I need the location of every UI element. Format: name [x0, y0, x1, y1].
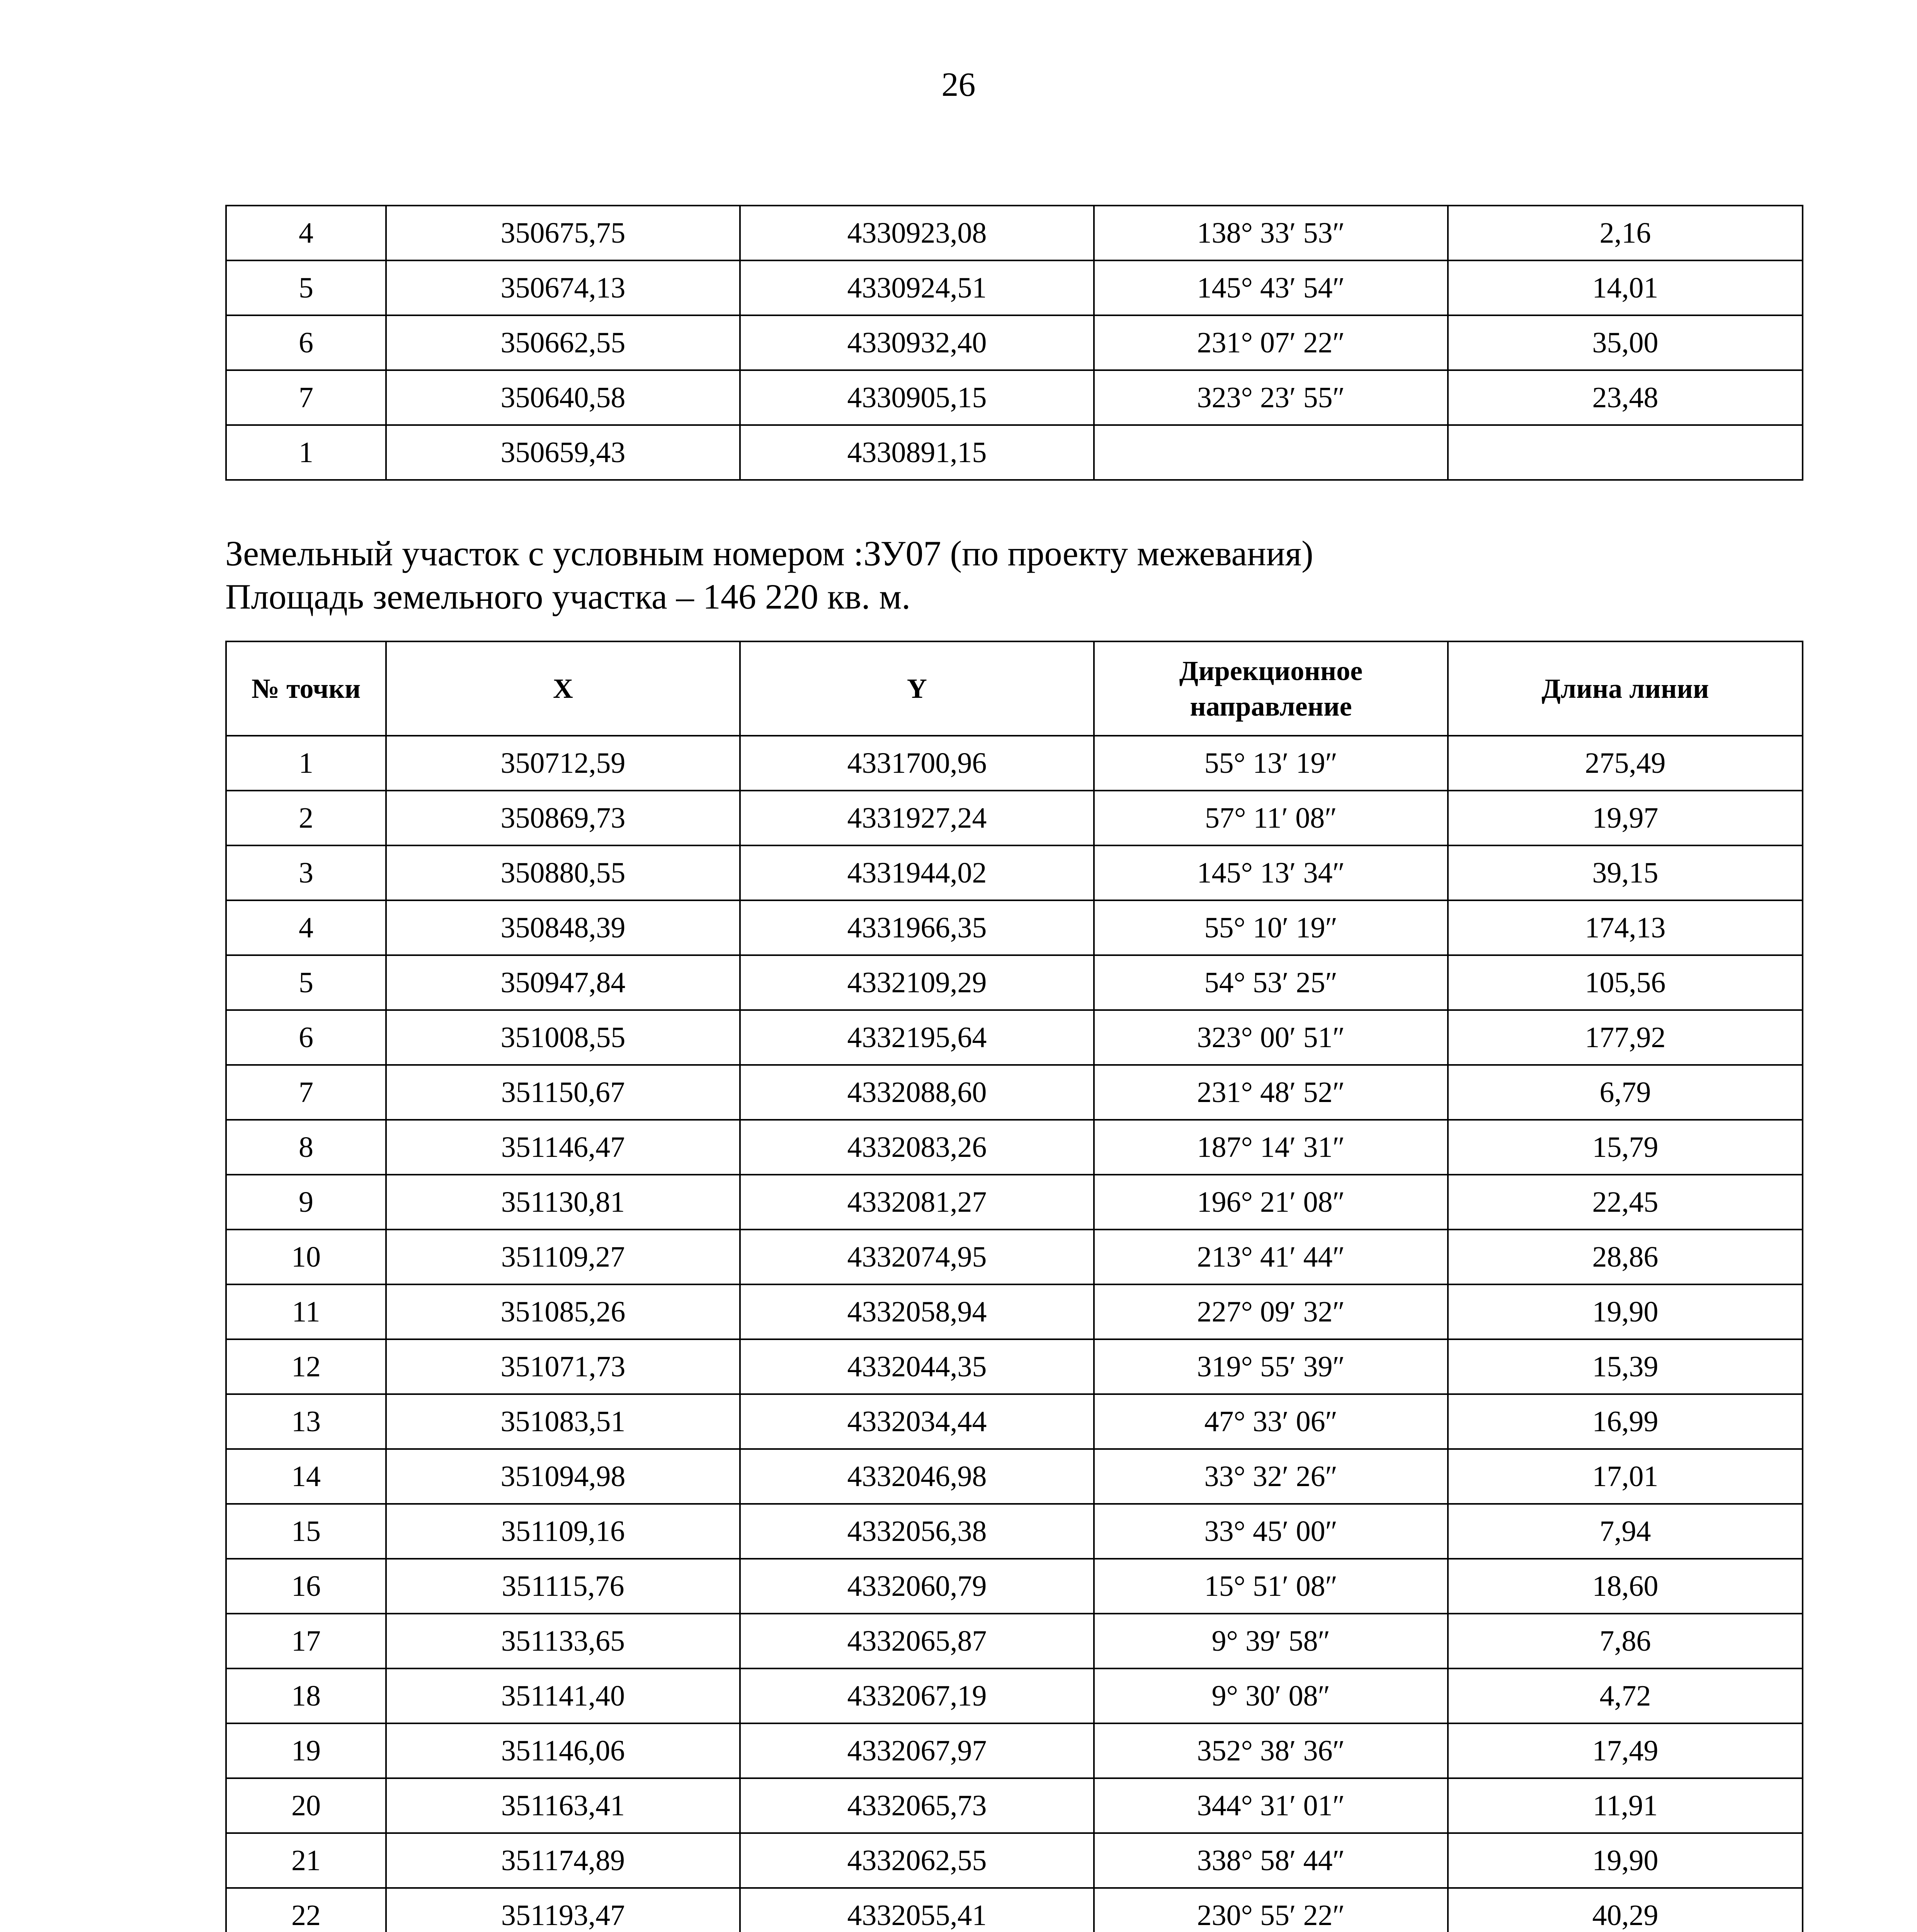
cell-x: 351109,16: [386, 1504, 740, 1559]
table-row: [226, 425, 1803, 480]
cell-x: 351163,41: [386, 1778, 740, 1833]
coordinates-table-continued: [225, 205, 1803, 481]
parcel-area: Площадь земельного участка – 146 220 кв. м.: [225, 577, 911, 616]
cell-length: 7,86: [1448, 1614, 1803, 1668]
header-length: Длина линии: [1448, 641, 1803, 736]
table-row: [226, 1833, 1803, 1888]
cell-direction: 227° 09′ 32″: [1094, 1284, 1448, 1339]
cell-point-number: 6: [226, 1010, 386, 1065]
cell-x: 351193,47: [386, 1888, 740, 1932]
cell-y: 4332056,38: [740, 1504, 1094, 1559]
cell-y: 4330924,51: [740, 260, 1094, 315]
cell-length: 19,97: [1448, 791, 1803, 845]
cell-y: 4332055,41: [740, 1888, 1094, 1932]
cell-point-number: 16: [226, 1559, 386, 1614]
cell-length: 23,48: [1448, 370, 1803, 425]
cell-y: 4332067,19: [740, 1668, 1094, 1723]
cell-length: 15,39: [1448, 1339, 1803, 1394]
cell-point-number: 7: [226, 1065, 386, 1120]
cell-point-number: 4: [226, 900, 386, 955]
cell-y: 4332062,55: [740, 1833, 1094, 1888]
cell-direction: 231° 48′ 52″: [1094, 1065, 1448, 1120]
cell-x: 351146,47: [386, 1120, 740, 1175]
cell-length: 39,15: [1448, 845, 1803, 900]
cell-point-number: 6: [226, 315, 386, 370]
table-row: [226, 791, 1803, 845]
cell-y: 4332046,98: [740, 1449, 1094, 1504]
cell-point-number: 15: [226, 1504, 386, 1559]
cell-direction: 352° 38′ 36″: [1094, 1723, 1448, 1778]
table-row: [226, 1504, 1803, 1559]
table-row: [226, 1339, 1803, 1394]
cell-x: 350947,84: [386, 955, 740, 1010]
cell-direction: 138° 33′ 53″: [1094, 206, 1448, 260]
cell-length: 15,79: [1448, 1120, 1803, 1175]
cell-x: 350674,13: [386, 260, 740, 315]
cell-point-number: 22: [226, 1888, 386, 1932]
table-row: [226, 1888, 1803, 1932]
cell-direction: 47° 33′ 06″: [1094, 1394, 1448, 1449]
parcel-title: Земельный участок с условным номером :ЗУ07 (по проекту межевания): [225, 534, 1313, 573]
cell-y: 4332067,97: [740, 1723, 1094, 1778]
cell-direction: 187° 14′ 31″: [1094, 1120, 1448, 1175]
cell-x: 350848,39: [386, 900, 740, 955]
cell-length: 17,01: [1448, 1449, 1803, 1504]
cell-x: 350880,55: [386, 845, 740, 900]
cell-x: 351150,67: [386, 1065, 740, 1120]
cell-y: 4332065,87: [740, 1614, 1094, 1668]
cell-direction: 57° 11′ 08″: [1094, 791, 1448, 845]
table-row: [226, 1394, 1803, 1449]
cell-length: 174,13: [1448, 900, 1803, 955]
cell-direction: 33° 32′ 26″: [1094, 1449, 1448, 1504]
cell-y: 4332081,27: [740, 1175, 1094, 1230]
cell-y: 4332058,94: [740, 1284, 1094, 1339]
header-direction: [1094, 641, 1448, 736]
cell-y: 4330891,15: [740, 425, 1094, 480]
parcel-caption: [225, 532, 1313, 618]
cell-direction: 145° 43′ 54″: [1094, 260, 1448, 315]
cell-length: 4,72: [1448, 1668, 1803, 1723]
page-number: 26: [941, 66, 976, 104]
cell-length: 17,49: [1448, 1723, 1803, 1778]
cell-length: 7,94: [1448, 1504, 1803, 1559]
table-row: [226, 206, 1803, 260]
cell-x: 351115,76: [386, 1559, 740, 1614]
cell-point-number: 11: [226, 1284, 386, 1339]
cell-direction: 55° 13′ 19″: [1094, 736, 1448, 791]
cell-direction: 54° 53′ 25″: [1094, 955, 1448, 1010]
cell-length: 35,00: [1448, 315, 1803, 370]
cell-length: 14,01: [1448, 260, 1803, 315]
cell-direction: 33° 45′ 00″: [1094, 1504, 1448, 1559]
cell-direction: 55° 10′ 19″: [1094, 900, 1448, 955]
cell-point-number: 10: [226, 1230, 386, 1284]
cell-y: 4330905,15: [740, 370, 1094, 425]
cell-length: 18,60: [1448, 1559, 1803, 1614]
cell-direction: 230° 55′ 22″: [1094, 1888, 1448, 1932]
cell-y: 4332195,64: [740, 1010, 1094, 1065]
table-row: [226, 1230, 1803, 1284]
cell-x: 351071,73: [386, 1339, 740, 1394]
cell-direction: 323° 23′ 55″: [1094, 370, 1448, 425]
cell-direction: 9° 30′ 08″: [1094, 1668, 1448, 1723]
table-row: [226, 1449, 1803, 1504]
cell-direction: 319° 55′ 39″: [1094, 1339, 1448, 1394]
cell-direction: 196° 21′ 08″: [1094, 1175, 1448, 1230]
cell-length: 28,86: [1448, 1230, 1803, 1284]
cell-direction: 145° 13′ 34″: [1094, 845, 1448, 900]
cell-direction: 323° 00′ 51″: [1094, 1010, 1448, 1065]
table-row: [226, 845, 1803, 900]
cell-point-number: 3: [226, 845, 386, 900]
cell-point-number: 18: [226, 1668, 386, 1723]
cell-point-number: 19: [226, 1723, 386, 1778]
header-x: X: [386, 641, 740, 736]
cell-length: 177,92: [1448, 1010, 1803, 1065]
cell-point-number: 1: [226, 425, 386, 480]
cell-x: 351146,06: [386, 1723, 740, 1778]
table-row: [226, 1065, 1803, 1120]
coordinates-table: [225, 641, 1803, 1932]
cell-y: 4332088,60: [740, 1065, 1094, 1120]
cell-direction: 338° 58′ 44″: [1094, 1833, 1448, 1888]
table-row: [226, 1723, 1803, 1778]
cell-direction: 15° 51′ 08″: [1094, 1559, 1448, 1614]
coordinates-table-continued-body: [226, 206, 1803, 480]
cell-y: 4331700,96: [740, 736, 1094, 791]
cell-x: 350869,73: [386, 791, 740, 845]
table-row: [226, 1559, 1803, 1614]
header-direction-line1: Дирекционное: [1179, 655, 1363, 686]
table-row: [226, 1668, 1803, 1723]
cell-y: 4332065,73: [740, 1778, 1094, 1833]
table-row: [226, 1614, 1803, 1668]
cell-x: 351008,55: [386, 1010, 740, 1065]
cell-length: 19,90: [1448, 1284, 1803, 1339]
cell-point-number: 1: [226, 736, 386, 791]
cell-length: 16,99: [1448, 1394, 1803, 1449]
table-row: [226, 1120, 1803, 1175]
table-row: [226, 1175, 1803, 1230]
table-row: [226, 260, 1803, 315]
header-direction-line2: направление: [1190, 691, 1352, 722]
cell-x: 350640,58: [386, 370, 740, 425]
cell-y: 4332109,29: [740, 955, 1094, 1010]
cell-direction: [1094, 425, 1448, 480]
cell-x: 351130,81: [386, 1175, 740, 1230]
cell-point-number: 9: [226, 1175, 386, 1230]
cell-length: 19,90: [1448, 1833, 1803, 1888]
table-row: [226, 315, 1803, 370]
cell-point-number: 17: [226, 1614, 386, 1668]
cell-y: 4331966,35: [740, 900, 1094, 955]
cell-x: 350662,55: [386, 315, 740, 370]
cell-length: 275,49: [1448, 736, 1803, 791]
cell-x: 351174,89: [386, 1833, 740, 1888]
table-row: [226, 955, 1803, 1010]
cell-y: 4332074,95: [740, 1230, 1094, 1284]
cell-direction: 9° 39′ 58″: [1094, 1614, 1448, 1668]
cell-point-number: 14: [226, 1449, 386, 1504]
cell-length: 105,56: [1448, 955, 1803, 1010]
cell-length: [1448, 425, 1803, 480]
cell-point-number: 8: [226, 1120, 386, 1175]
cell-direction: 213° 41′ 44″: [1094, 1230, 1448, 1284]
cell-point-number: 20: [226, 1778, 386, 1833]
cell-length: 40,29: [1448, 1888, 1803, 1932]
cell-x: 351109,27: [386, 1230, 740, 1284]
cell-point-number: 4: [226, 206, 386, 260]
table-row: [226, 1010, 1803, 1065]
cell-x: 351085,26: [386, 1284, 740, 1339]
cell-point-number: 12: [226, 1339, 386, 1394]
table-row: [226, 736, 1803, 791]
header-y: Y: [740, 641, 1094, 736]
cell-length: 11,91: [1448, 1778, 1803, 1833]
cell-y: 4332034,44: [740, 1394, 1094, 1449]
cell-y: 4331944,02: [740, 845, 1094, 900]
cell-y: 4330932,40: [740, 315, 1094, 370]
table-row: [226, 1284, 1803, 1339]
cell-x: 351083,51: [386, 1394, 740, 1449]
cell-direction: 231° 07′ 22″: [1094, 315, 1448, 370]
table-row: [226, 1778, 1803, 1833]
cell-length: 22,45: [1448, 1175, 1803, 1230]
cell-x: 351094,98: [386, 1449, 740, 1504]
cell-length: 6,79: [1448, 1065, 1803, 1120]
cell-y: 4332083,26: [740, 1120, 1094, 1175]
table-row: [226, 370, 1803, 425]
coordinates-table-body: [226, 736, 1803, 1932]
cell-x: 351141,40: [386, 1668, 740, 1723]
cell-y: 4331927,24: [740, 791, 1094, 845]
cell-x: 350659,43: [386, 425, 740, 480]
cell-point-number: 5: [226, 955, 386, 1010]
cell-length: 2,16: [1448, 206, 1803, 260]
cell-direction: 344° 31′ 01″: [1094, 1778, 1448, 1833]
cell-point-number: 13: [226, 1394, 386, 1449]
cell-y: 4332044,35: [740, 1339, 1094, 1394]
cell-point-number: 21: [226, 1833, 386, 1888]
cell-x: 350712,59: [386, 736, 740, 791]
cell-point-number: 7: [226, 370, 386, 425]
header-point-number: № точки: [226, 641, 386, 736]
table-header-row: [226, 641, 1803, 736]
cell-point-number: 5: [226, 260, 386, 315]
cell-y: 4332060,79: [740, 1559, 1094, 1614]
cell-x: 351133,65: [386, 1614, 740, 1668]
cell-y: 4330923,08: [740, 206, 1094, 260]
cell-point-number: 2: [226, 791, 386, 845]
table-row: [226, 900, 1803, 955]
cell-x: 350675,75: [386, 206, 740, 260]
